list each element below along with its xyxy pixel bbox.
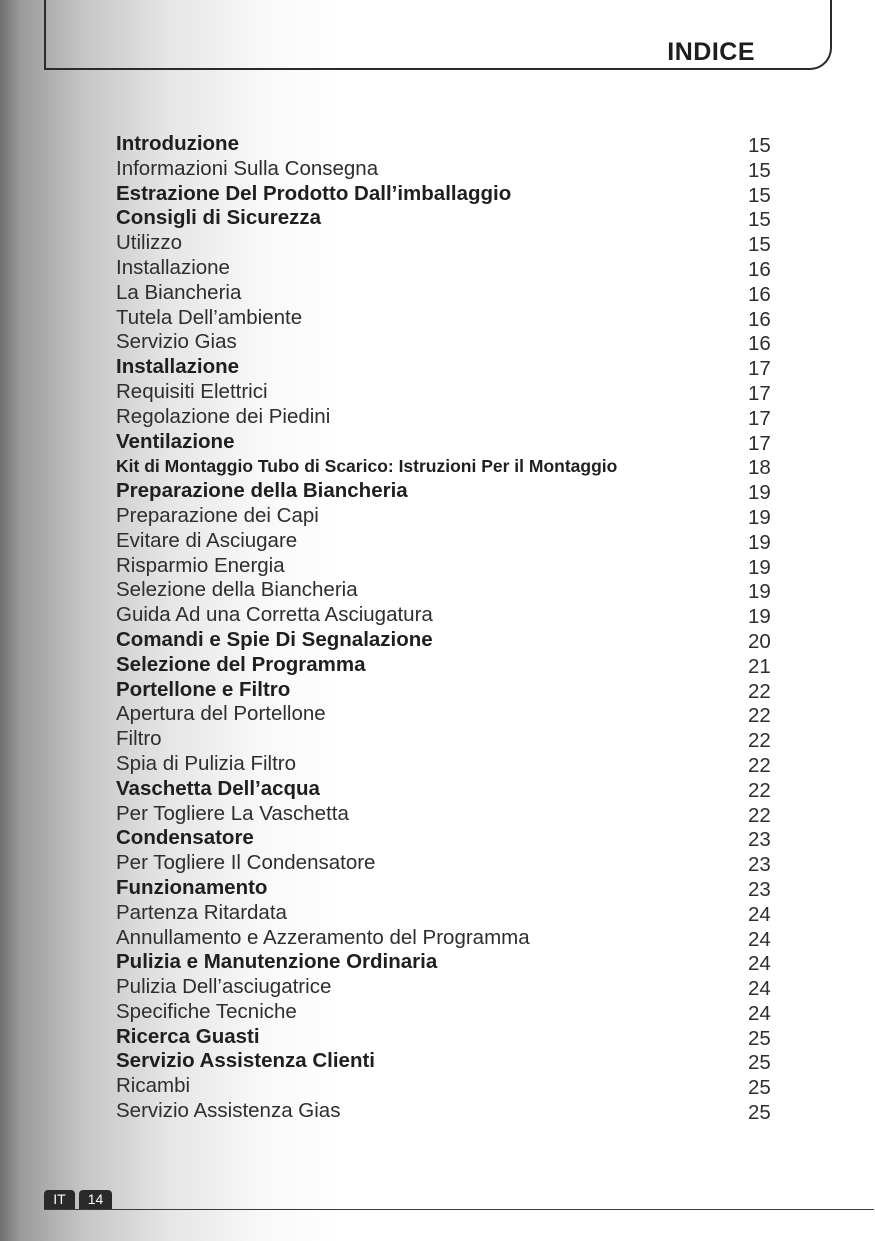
toc-entry-label: Evitare di Asciugare	[116, 528, 298, 552]
toc-entry-page: 18	[748, 456, 771, 480]
toc-entry-label: Preparazione dei Capi	[116, 503, 319, 527]
toc-entry-label: Vaschetta Dell’acqua	[116, 776, 320, 800]
toc-entry-page: 19	[748, 555, 771, 579]
toc-entry-page: 23	[748, 877, 771, 901]
toc-entry-label: Regolazione dei Piedini	[116, 404, 331, 428]
toc-entry-label: Tutela Dell’ambiente	[116, 305, 303, 329]
toc-entry-label: Introduzione	[116, 132, 239, 155]
toc-entry	[116, 876, 776, 901]
toc-entry-page: 25	[748, 1101, 771, 1125]
toc-entry	[116, 628, 776, 653]
toc-entry-label: Ricerca Guasti	[116, 1024, 260, 1048]
toc-entry-page: 20	[748, 629, 771, 653]
page-title: INDICE	[667, 38, 755, 66]
toc-entry-page: 24	[748, 977, 771, 1001]
page-number-badge: 14	[79, 1190, 112, 1209]
toc-entry	[116, 653, 776, 678]
toc-entry-label: Apertura del Portellone	[116, 702, 326, 726]
toc-entry-page: 22	[748, 729, 771, 753]
toc-entry	[116, 1049, 776, 1074]
toc-entry-label: Servizio Gias	[116, 330, 237, 354]
toc-entry	[116, 802, 776, 827]
toc-entry	[116, 851, 776, 876]
toc-entry-page: 19	[748, 505, 771, 529]
toc-entry-label: Spia di Pulizia Filtro	[116, 751, 297, 775]
toc-entry-page: 19	[748, 530, 771, 554]
toc-entry	[116, 554, 776, 579]
toc-entry-page: 15	[748, 183, 771, 207]
toc-entry-label: Risparmio Energia	[116, 553, 285, 577]
toc-entry-page: 22	[748, 704, 771, 728]
toc-entry	[116, 777, 776, 802]
toc-entry-label: Estrazione Del Prodotto Dall’imballaggio	[116, 181, 512, 205]
toc-entry-label: Per Togliere Il Condensatore	[116, 851, 376, 875]
toc-entry-label: Servizio Assistenza Clienti	[116, 1049, 375, 1073]
toc-entry-label: Portellone e Filtro	[116, 677, 291, 701]
toc-entry-page: 17	[748, 357, 771, 381]
toc-entry-label: Consigli di Sicurezza	[116, 206, 322, 230]
toc-entry-label: Comandi e Spie Di Segnalazione	[116, 627, 433, 651]
toc-entry	[116, 256, 776, 281]
toc-entry-label: Selezione del Programma	[116, 652, 366, 676]
toc-entry-page: 23	[748, 853, 771, 877]
toc-entry	[116, 975, 776, 1000]
toc-entry-page: 16	[748, 282, 771, 306]
toc-entry-label: Servizio Assistenza Gias	[116, 1099, 341, 1123]
toc-entry-page: 23	[748, 828, 771, 852]
toc-entry-page: 21	[748, 654, 771, 678]
toc-entry-page: 25	[748, 1076, 771, 1100]
toc-entry	[116, 405, 776, 430]
toc-entry-label: Partenza Ritardata	[116, 900, 287, 924]
toc-entry-page: 16	[748, 307, 771, 331]
toc-entry-label: Guida Ad una Corretta Asciugatura	[116, 603, 433, 627]
toc-entry	[116, 678, 776, 703]
toc-entry-label: Kit di Montaggio Tubo di Scarico: Istruzioni Per il Montaggio	[116, 456, 618, 477]
toc-entry-page: 15	[748, 208, 771, 232]
language-badge: IT	[44, 1190, 75, 1209]
toc-entry	[116, 529, 776, 554]
toc-entry-label: Selezione della Biancheria	[116, 578, 358, 602]
toc-entry	[116, 1000, 776, 1025]
toc-entry	[116, 355, 776, 380]
toc-entry	[116, 504, 776, 529]
toc-entry	[116, 826, 776, 851]
table-of-contents	[116, 132, 776, 1124]
toc-entry-page: 24	[748, 902, 771, 926]
toc-entry-label: Ricambi	[116, 1074, 191, 1098]
toc-entry-page: 24	[748, 1001, 771, 1025]
footer-divider	[44, 1209, 874, 1210]
toc-entry-page: 19	[748, 580, 771, 604]
toc-entry-label: Condensatore	[116, 826, 254, 850]
toc-entry-label: Pulizia e Manutenzione Ordinaria	[116, 950, 438, 974]
toc-entry-page: 22	[748, 753, 771, 777]
toc-entry-label: La Biancheria	[116, 280, 242, 304]
toc-entry-page: 17	[748, 406, 771, 430]
toc-entry	[116, 950, 776, 975]
toc-entry-label: Installazione	[116, 255, 230, 279]
toc-entry	[116, 182, 776, 207]
toc-entry	[116, 702, 776, 727]
toc-entry-page: 25	[748, 1026, 771, 1050]
toc-entry-label: Specifiche Tecniche	[116, 999, 297, 1023]
toc-entry	[116, 231, 776, 256]
toc-entry	[116, 281, 776, 306]
toc-entry-label: Utilizzo	[116, 231, 183, 255]
toc-entry-label: Annullamento e Azzeramento del Programma	[116, 925, 530, 949]
toc-entry-label: Filtro	[116, 727, 162, 751]
toc-entry	[116, 454, 776, 479]
toc-entry-page: 15	[748, 233, 771, 257]
toc-entry-page: 16	[748, 332, 771, 356]
toc-entry-label: Funzionamento	[116, 875, 268, 899]
toc-entry	[116, 430, 776, 455]
toc-entry-page: 15	[748, 134, 771, 157]
toc-entry-page: 19	[748, 481, 771, 505]
toc-entry	[116, 330, 776, 355]
toc-entry-label: Pulizia Dell’asciugatrice	[116, 975, 332, 999]
toc-entry-page: 24	[748, 952, 771, 976]
toc-entry-page: 25	[748, 1051, 771, 1075]
toc-entry-page: 22	[748, 679, 771, 703]
toc-entry-label: Requisiti Elettrici	[116, 379, 268, 403]
toc-entry	[116, 752, 776, 777]
toc-entry	[116, 1074, 776, 1099]
toc-entry-page: 22	[748, 778, 771, 802]
toc-entry-label: Informazioni Sulla Consegna	[116, 156, 379, 180]
toc-entry	[116, 578, 776, 603]
toc-entry	[116, 727, 776, 752]
toc-entry	[116, 380, 776, 405]
toc-entry-page: 22	[748, 803, 771, 827]
toc-entry-page: 19	[748, 605, 771, 629]
toc-entry-label: Preparazione della Biancheria	[116, 479, 408, 503]
toc-entry	[116, 306, 776, 331]
toc-entry	[116, 479, 776, 504]
toc-entry	[116, 132, 776, 157]
toc-entry	[116, 901, 776, 926]
toc-entry-page: 17	[748, 431, 771, 455]
toc-entry-page: 15	[748, 158, 771, 182]
toc-entry	[116, 1025, 776, 1050]
toc-entry-page: 16	[748, 257, 771, 281]
toc-entry	[116, 603, 776, 628]
toc-entry-label: Installazione	[116, 355, 240, 379]
toc-entry-label: Ventilazione	[116, 429, 235, 453]
toc-entry	[116, 157, 776, 182]
toc-entry-label: Per Togliere La Vaschetta	[116, 801, 349, 825]
toc-entry	[116, 926, 776, 951]
toc-entry	[116, 1099, 776, 1124]
toc-entry-page: 17	[748, 381, 771, 405]
toc-entry	[116, 206, 776, 231]
toc-entry-page: 24	[748, 927, 771, 951]
